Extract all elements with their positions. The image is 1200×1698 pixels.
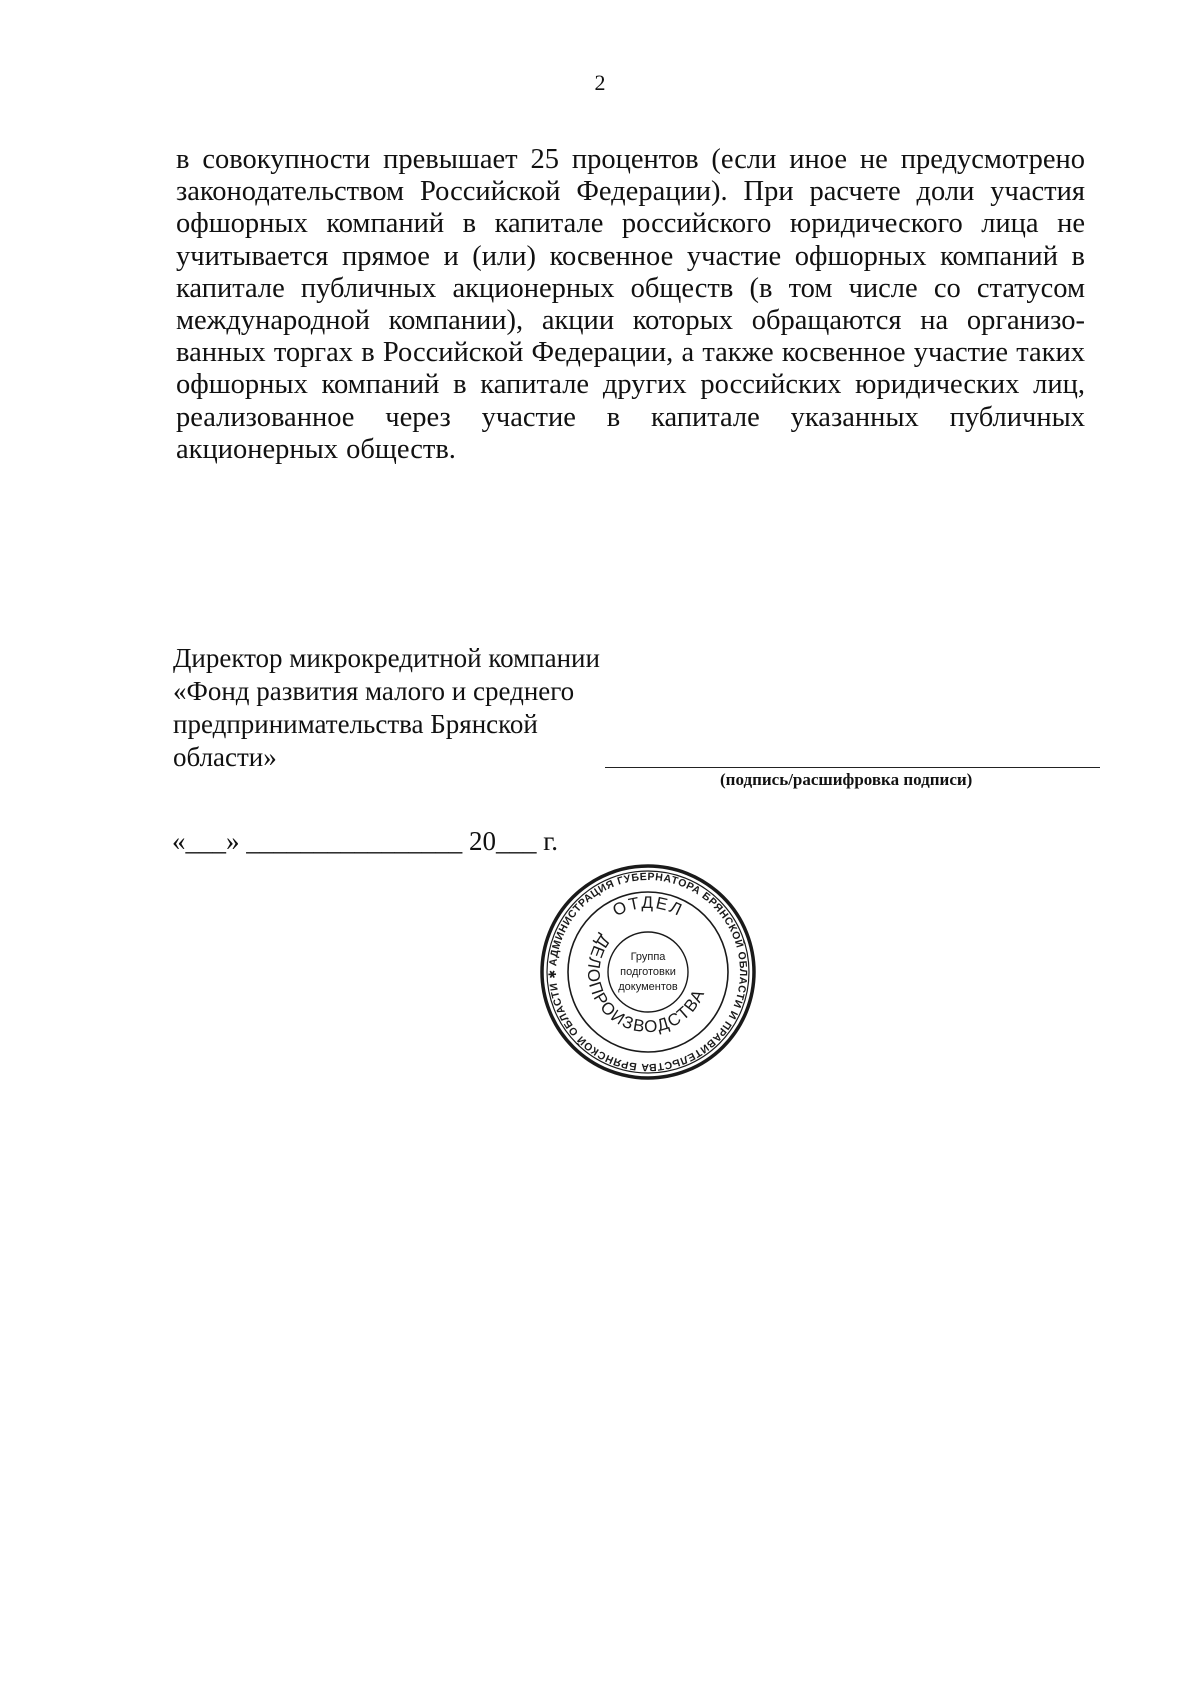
stamp-center-line-2: подготовки [620,966,676,978]
page-number: 2 [594,70,606,95]
signature-line [605,767,1100,768]
stamp-center-line-1: Группа [630,951,666,963]
signer-line-1: Директор микрокредитной компании [173,643,600,673]
stamp-graphic [538,862,758,1082]
signature-caption: (подпись/расшифровка подписи) [720,770,973,789]
date-line: «___» ________________ 20___ г. [172,826,559,856]
official-stamp [538,862,758,1082]
signer-line-4: области» [173,742,277,772]
stamp-inner-top-text: ОТДЕЛ [609,892,687,921]
stamp-center-line-3: документов [618,981,678,993]
signer-block [173,642,653,774]
body-paragraph: в совокупности превышает 25 процентов (если иное не предусмотрено законодательством Российской Федерации). При расчете доли участия офшорных компаний в капитале российского юридического лица не учитывается прямое и (или) косвенное участие офшорных компаний в капитале публичных акционерных обществ (в том числе со статусом международной компании), акции которых обращаются на организо-ванных торгах в Российской Федерации, а также косвенное участие таких офшорных компаний в капитале других российских юридических лиц, реализованное через участие в капитале указанных публичных акционерных обществ. [176,144,1085,465]
stamp-inner-ring-text: ДЕЛОПРОИЗВОДСТВА [583,931,709,1037]
signer-line-3: предпринимательства Брянской [173,709,538,739]
signer-line-2: «Фонд развития малого и среднего [173,676,575,706]
stamp-outer-text: АДМИНИСТРАЦИЯ ГУБЕРНАТОРА БРЯНСКОЙ ОБЛАСТИ И ПРАВИТЕЛЬСТВА БРЯНСКОЙ ОБЛАСТИ ✱ [546,870,750,1074]
